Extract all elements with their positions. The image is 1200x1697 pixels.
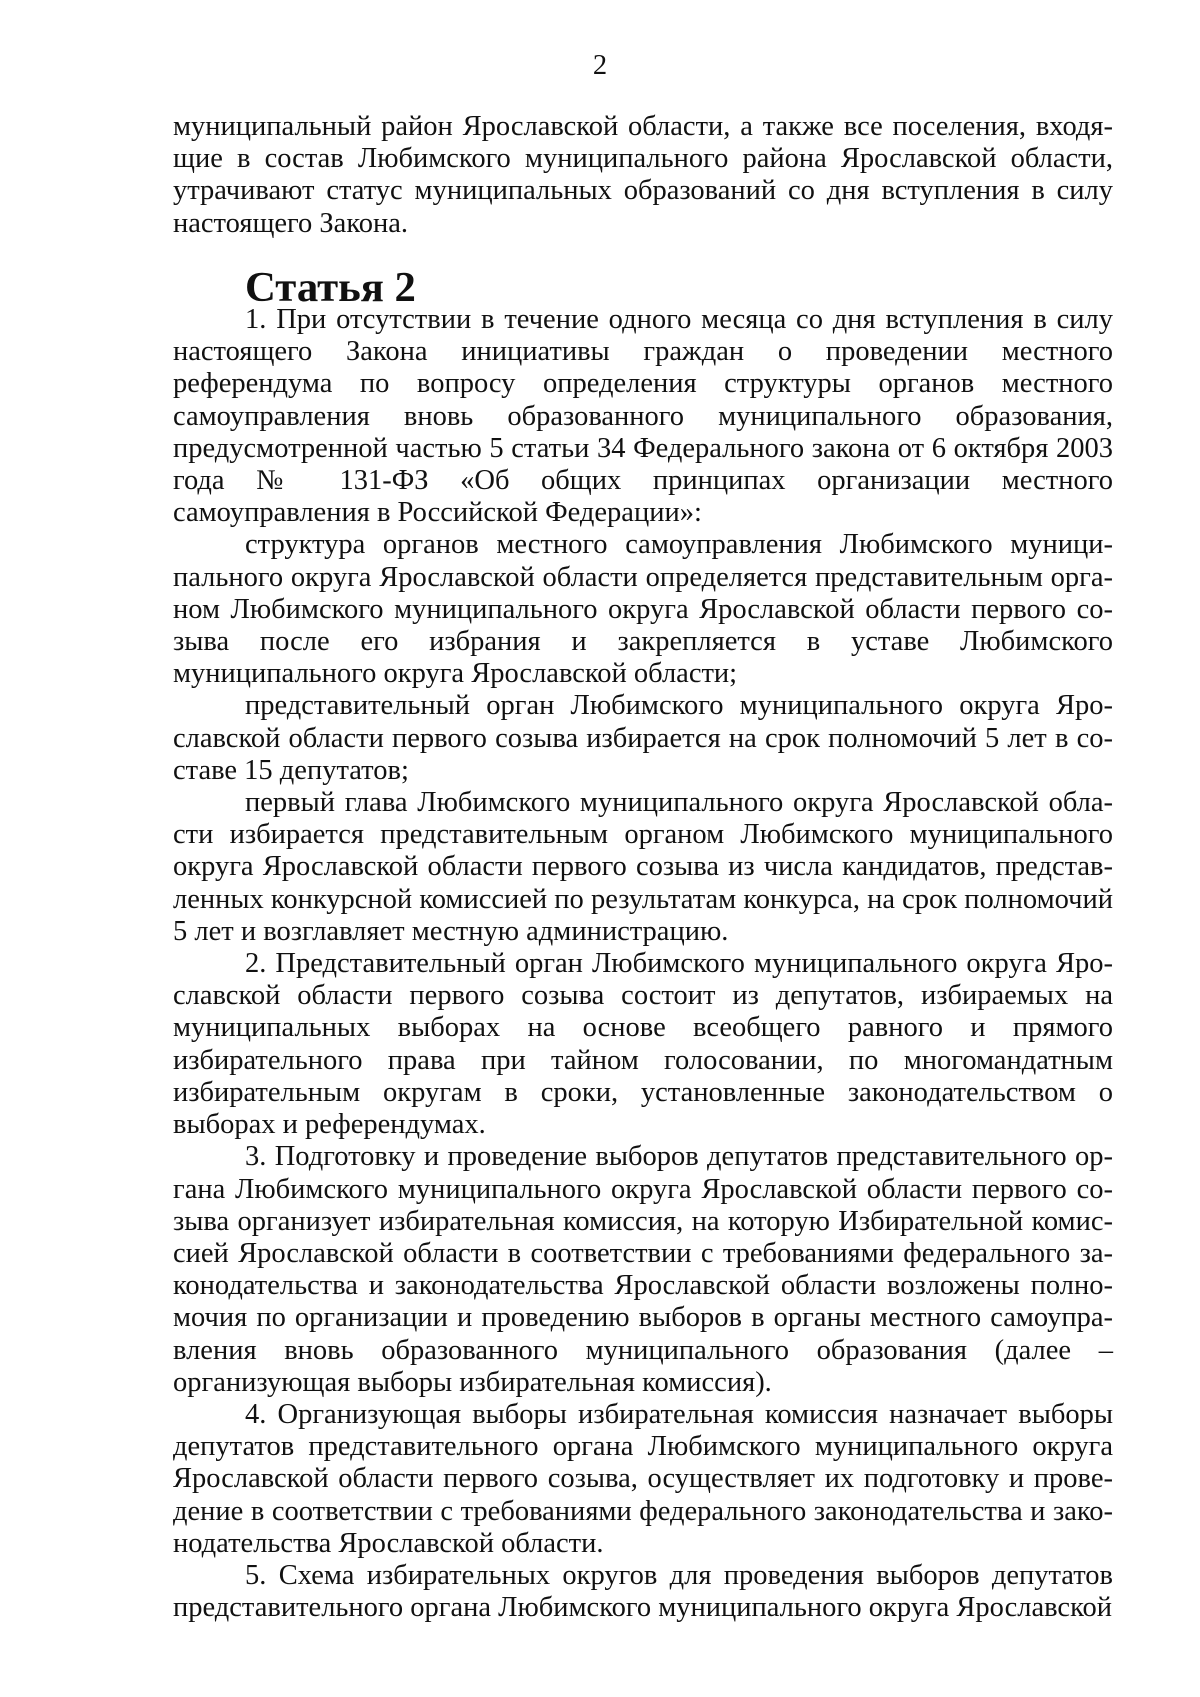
paragraph-structure: структура органов местного самоуправления Любимского муниципального округа Ярославской области определяется представительным органом Любимского муниципального округа Ярославской области первого созыва после его избрания и закрепляется в уставе Любимского муниципального округа Ярославской области;: [173, 529, 1113, 690]
paragraph-3: 3. Подготовку и проведение выборов депутатов представительного органа Любимского муниципального округа Ярославской области первого созыва организует избирательная комиссия, на которую Избирательной комиссией Ярославской области в соответствии с требованиями федерального законодательства и законодательства Ярославской области возложены полномочия по организации и проведению выборов в органы местного самоуправления вновь образованного муниципального образования (далее – организующая выборы избирательная комиссия).: [173, 1141, 1113, 1398]
article-heading: Статья 2: [245, 263, 416, 311]
paragraph-first-head: первый глава Любимского муниципального округа Ярославской области избирается представительным органом Любимского муниципального округа Ярославской области первого созыва из числа кандидатов, представленных конкурсной комиссией по результатам конкурса, на срок полномочий 5 лет и возглавляет местную администрацию.: [173, 787, 1113, 947]
paragraph-5: 5. Схема избирательных округов для проведения выборов депутатов представительного органа Любимского муниципального округа Ярославской: [173, 1559, 1113, 1624]
paragraph-4: 4. Организующая выборы избирательная комиссия назначает выборы депутатов представительного органа Любимского муниципального округа Ярославской области первого созыва, осуществляет их подготовку и проведение в соответствии с требованиями федерального законодательства и законодательства Ярославской области.: [173, 1398, 1113, 1559]
paragraph-representative-body: представительный орган Любимского муниципального округа Ярославской области первого созыва избирается на срок полномочий 5 лет в составе 15 депутатов;: [173, 690, 1113, 786]
document-body: [173, 111, 1113, 1624]
paragraph-1: 1. При отсутствии в течение одного месяца со дня вступления в силу настоящего Закона инициативы граждан о проведении местного референдума по вопросу определения структуры органов местного самоуправления вновь образованного муниципального образования, предусмотренной частью 5 статьи 34 Федерального закона от 6 октября 2003 года № 131-ФЗ «Об общих принципах организации местного самоуправления в Российской Федерации»:: [173, 304, 1113, 529]
paragraph-2: 2. Представительный орган Любимского муниципального округа Ярославской области первого созыва состоит из депутатов, избираемых на муниципальных выборах на основе всеобщего равного и прямого избирательного права при тайном голосовании, по многомандатным избирательным округам в сроки, установленные законодательством о выборах и референдумах.: [173, 948, 1113, 1141]
page-number: 2: [592, 50, 608, 81]
paragraph-continuation: муниципальный район Ярославской области, а также все поселения, входящие в состав Любимского муниципального района Ярославской области, утрачивают статус муниципальных образований со дня вступления в силу настоящего Закона.: [173, 111, 1113, 239]
